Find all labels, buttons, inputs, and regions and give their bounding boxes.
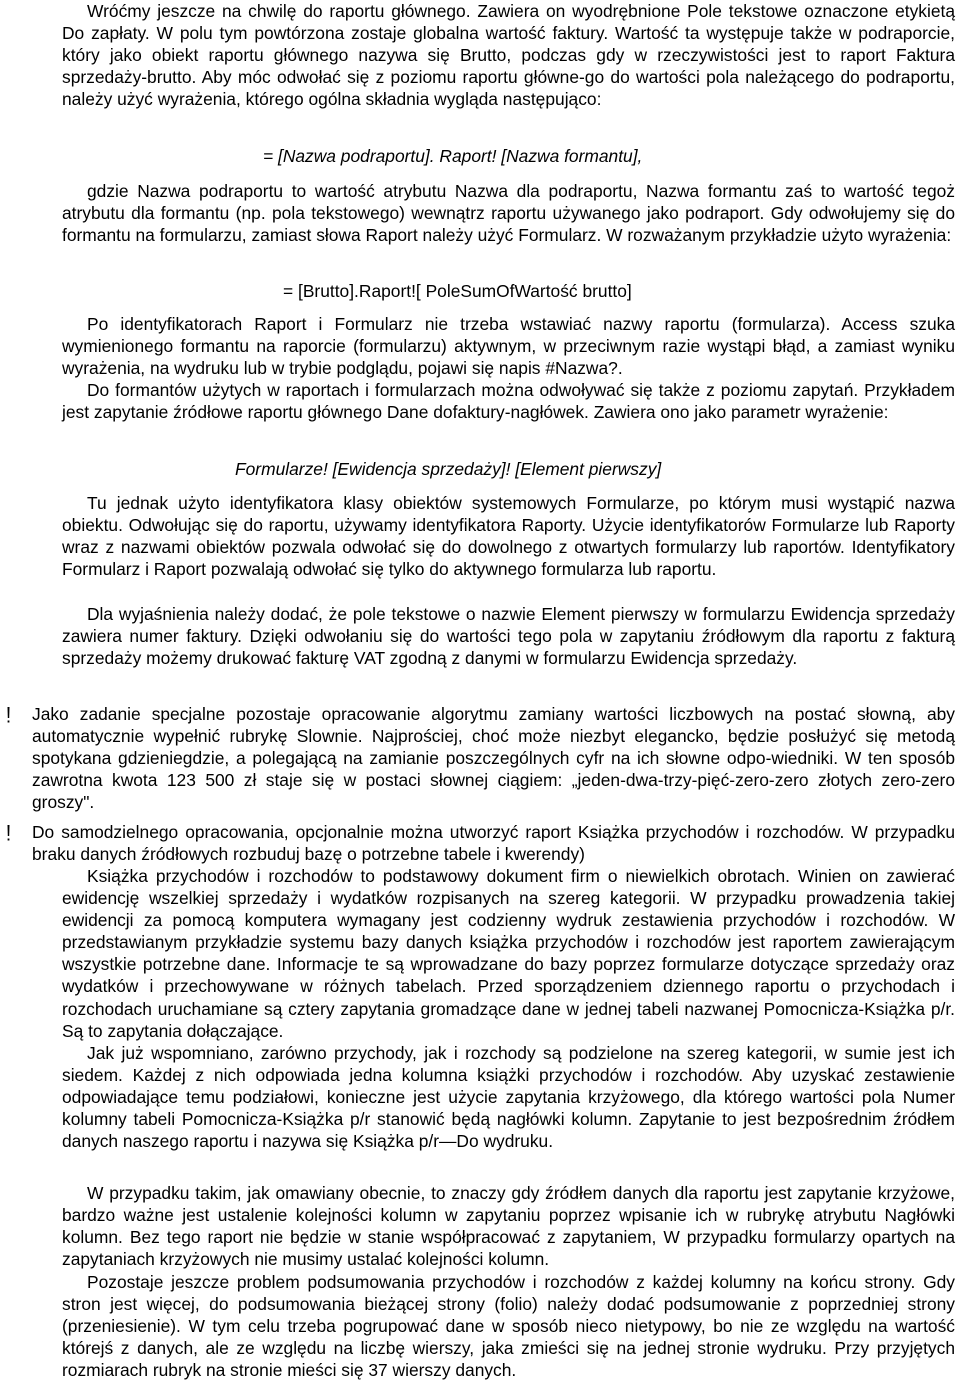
paragraph-identifiers: Po identyfikatorach Raport i Formularz nie trzeba wstawiać nazwy raportu (formularza). Access szuka wymienionego formantu na raporcie (formularzu) aktywnym, w przeciwnym razie wystąpi błąd, a zamiast wyniku wyrażenia, na wydruku lub w trybie podglądu, pojawi się napis #Nazwa?.	[62, 314, 955, 379]
list-item-independent-task: Do samodzielnego opracowania, opcjonalnie można utworzyć raport Książka przychodów i rozchodów. W przypadku braku danych źródłowych rozbuduj bazę o potrzebne tabele i kwerendy)	[32, 822, 955, 865]
paragraph-element-explanation: Dla wyjaśnienia należy dodać, że pole tekstowe o nazwie Element pierwszy w formularzu Ewidencja sprzedaży zawiera numer faktury. Dzięki odwołaniu się do wartości tego pola w zapytaniu źródłowym dla raportu z fakturą sprzedaży możemy drukować fakturę VAT zgodną z danymi w formularzu Ewidencja sprzedaży.	[62, 604, 955, 669]
paragraph-page-summary: Pozostaje jeszcze problem podsumowania przychodów i rozchodów z każdej kolumny na końcu strony. Gdy stron jest więcej, do podsumowania bieżącej strony (folio) należy dodać podsumowanie z poprzedniej strony (przeniesienie). W tym celu trzeba pogrupować dane w sposób nieco nietypowy, bo nie ze względu na wartość którejś z danych, ale ze względu na liczbę wierszy, jaka zmieści się na jednej stronie wydruku. Przy przyjętych rozmiarach rubryk na stronie mieści się 37 wierszy danych.	[62, 1272, 955, 1381]
paragraph-categories: Jak już wspomniano, zarówno przychody, jak i rozchody są podzielone na szereg kategorii, w sumie jest ich siedem. Każdej z nich odpowiada jedna kolumna książki przychodów i rozchodów. Aby uzyskać zestawienie odpowiadające temu podziałowi, konieczne jest użycie zapytania krzyżowego, dla którego wartości pola Numer kolumny tabeli Pomocnicza-Książka p/r stanowić będą nagłówki kolumn. Zapytanie to jest bezpośrednim źródłem danych naszego raportu i nazywa się Książka p/r—Do wydruku.	[62, 1043, 955, 1152]
bullet-icon	[4, 704, 13, 726]
paragraph-crosstab: W przypadku takim, jak omawiany obecnie, to znaczy gdy źródłem danych dla raportu jest zapytanie krzyżowe, bardzo ważne jest ustalenie kolejności kolumn w zapytaniu poprzez wpisanie ich w rubrykę atrybutu Nagłówki kolumn. Bez tego raport nie będzie w stanie współpracować z zapytaniem, W przypadku formularzy opartych na zapytaniach krzyżowych nie musimy ustalać kolejności kolumn.	[62, 1183, 955, 1270]
list-item-special-task: Jako zadanie specjalne pozostaje opracowanie algorytmu zamiany wartości liczbowych na postać słowną, aby automatycznie wypełnić rubrykę Slownie. Najprościej, choć może niezbyt elegancko, będzie posłużyć się metodą spotykana gdzieniegdzie, a polegającą na zamianie poszczególnych cyfr na ich słowne odpo-wiedniki. W ten sposób zawrotna kwota 123 500 zł staje się w postaci słownej ciągiem: „jeden-dwa-trzy-pięć-zero-zero złotych zero-zero groszy".	[32, 704, 955, 813]
bullet-icon	[4, 822, 13, 844]
paragraph-class-identifiers: Tu jednak użyto identyfikatora klasy obiektów systemowych Formularze, po którym musi wystąpić nazwa obiektu. Odwołując się do raportu, używamy identyfikatora Raporty. Użycie identyfikatorów Formularze lub Raporty wraz z nazwami obiektów pozwala odwołać się do dowolnego z otwartych formularzy lub raportów. Identyfikatory Formularz i Raport pozwalają odwołać się tylko do aktywnego formularza lub raportu.	[62, 493, 955, 580]
paragraph-ledger-intro: Książka przychodów i rozchodów to podstawowy dokument firm o niewielkich obrotach. Winien on zawierać ewidencję wszelkiej sprzedaży i wydatków rozpisanych na szereg kategorii. W przypadku prowadzenia takiej ewidencji za pomocą komputera wymagany jest codzienny wydruk zestawienia przychodów i rozchodów. W przedstawianym przykładzie systemu bazy danych książka przychodów i rozchodów jest raportem zawierającym wszystkie potrzebne dane. Informacje te są wprowadzane do bazy poprzez formularze dotyczące sprzedaży oraz wydatków i przechowywane w różnych tabelach. Przed sporządzeniem dziennego raportu o przychodach i rozchodach uruchamiane są cztery zapytania gromadzące dane w jednej tabeli nazwanej Pomocnicza-Książka p/r. Są to zapytania dołączające.	[62, 866, 955, 1041]
paragraph-queries: Do formantów użytych w raportach i formularzach można odwoływać się także z poziomu zapytań. Przykładem jest zapytanie źródłowe raportu głównego Dane dofaktury-nagłówek. Zawiera ono jako parametr wyrażenie:	[62, 380, 955, 423]
formula-forms-example: Formularze! [Ewidencja sprzedaży]! [Element pierwszy]	[235, 459, 662, 479]
paragraph-main-report: Wróćmy jeszcze na chwilę do raportu głównego. Zawiera on wyodrębnione Pole tekstowe oznaczone etykietą Do zapłaty. W polu tym powtórzona zostaje globalna wartość faktury. Wartość ta występuje także w podraporcie, który jako obiekt raportu głównego nazywa się Brutto, podczas gdy w rzeczywistości jest to raport Faktura sprzedaży-brutto. Aby móc odwołać się z poziomu raportu główne-go do wartości pola należącego do podraportu, należy użyć wyrażenia, którego ogólna składnia wygląda następująco:	[62, 1, 955, 110]
paragraph-syntax-explanation: gdzie Nazwa podraportu to wartość atrybutu Nazwa dla podraportu, Nazwa formantu zaś to wartość tegoż atrybutu dla formantu (np. pola tekstowego) wewnątrz raportu używanego jako podraport. Gdy odwołujemy się do formantu na formularzu, zamiast słowa Raport należy użyć Formularz. W rozważanym przykładzie użyto wyrażenia:	[62, 181, 955, 246]
formula-brutto-example: = [Brutto].Raport![ PoleSumOfWartość brutto]	[283, 281, 632, 301]
formula-general-syntax: = [Nazwa podraportu]. Raport! [Nazwa formantu],	[263, 146, 643, 166]
